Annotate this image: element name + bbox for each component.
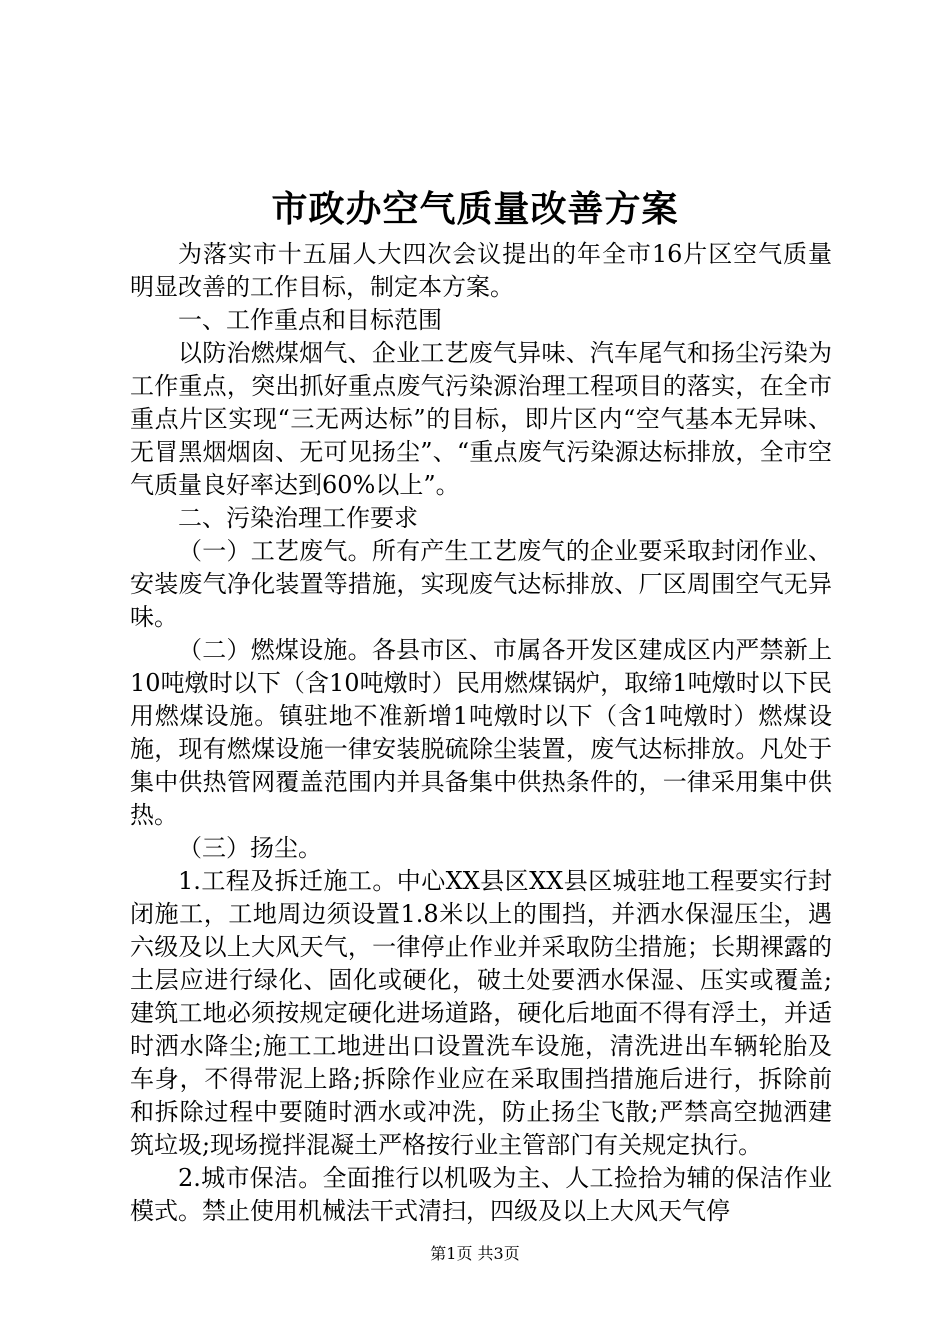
section-heading-2: 二、污染治理工作要求 (178, 504, 418, 532)
subsection-3-heading: （三）扬尘。 (178, 834, 322, 862)
subsection-1-paragraph: （一）工艺废气。所有产生工艺废气的企业要采取封闭作业、安装废气净化装置等措施，实现废气达标排放、厂区周围空气无异味。 (130, 537, 832, 631)
section-1-paragraph: 以防治燃煤烟气、企业工艺废气异味、汽车尾气和扬尘污染为工作重点，突出抓好重点废气污染源治理工程项目的落实，在全市重点片区实现“三无两达标”的目标，即片区内“空气基本无异味、无冒黑烟烟囱、无可见扬尘”、“重点废气污染源达标排放，全市空气质量良好率达到60%以上”。 (130, 339, 832, 499)
item-1-paragraph: 1.工程及拆迁施工。中心XX县区XX县区城驻地工程要实行封闭施工，工地周边须设置1.8米以上的围挡，并洒水保湿压尘，遇六级及以上大风天气，一律停止作业并采取防尘措施；长期裸露的土层应进行绿化、固化或硬化，破土处要洒水保湿、压实或覆盖;建筑工地必须按规定硬化进场道路，硬化后地面不得有浮土，并适时洒水降尘;施工工地进出口设置洗车设施，清洗进出车辆轮胎及车身，不得带泥上路;拆除作业应在采取围挡措施后进行，拆除前和拆除过程中要随时洒水或冲洗，防止扬尘飞散;严禁高空抛洒建筑垃圾;现场搅拌混凝土严格按行业主管部门有关规定执行。 (130, 867, 832, 1159)
subsection-2-paragraph: （二）燃煤设施。各县市区、市属各开发区建成区内严禁新上10吨燉时以下（含10吨燉时）民用燃煤锅炉，取缔1吨燉时以下民用燃煤设施。镇驻地不准新增1吨燉时以下（含1吨燉时）燃煤设施，现有燃煤设施一律安装脱硫除尘装置，废气达标排放。凡处于集中供热管网覆盖范围内并具备集中供热条件的，一律采用集中供热。 (130, 636, 832, 829)
intro-paragraph: 为落实市十五届人大四次会议提出的年全市16片区空气质量明显改善的工作目标，制定本方案。 (130, 240, 832, 301)
document-body (130, 238, 832, 1228)
section-heading-1: 一、工作重点和目标范围 (178, 306, 442, 334)
page-number-footer: 第1页 共3页 (430, 1244, 520, 1263)
document-title: 市政办空气质量改善方案 (271, 188, 679, 230)
item-2-paragraph: 2.城市保洁。全面推行以机吸为主、人工捡拾为辅的保洁作业模式。禁止使用机械法干式清扫，四级及以上大风天气停 (130, 1164, 832, 1225)
